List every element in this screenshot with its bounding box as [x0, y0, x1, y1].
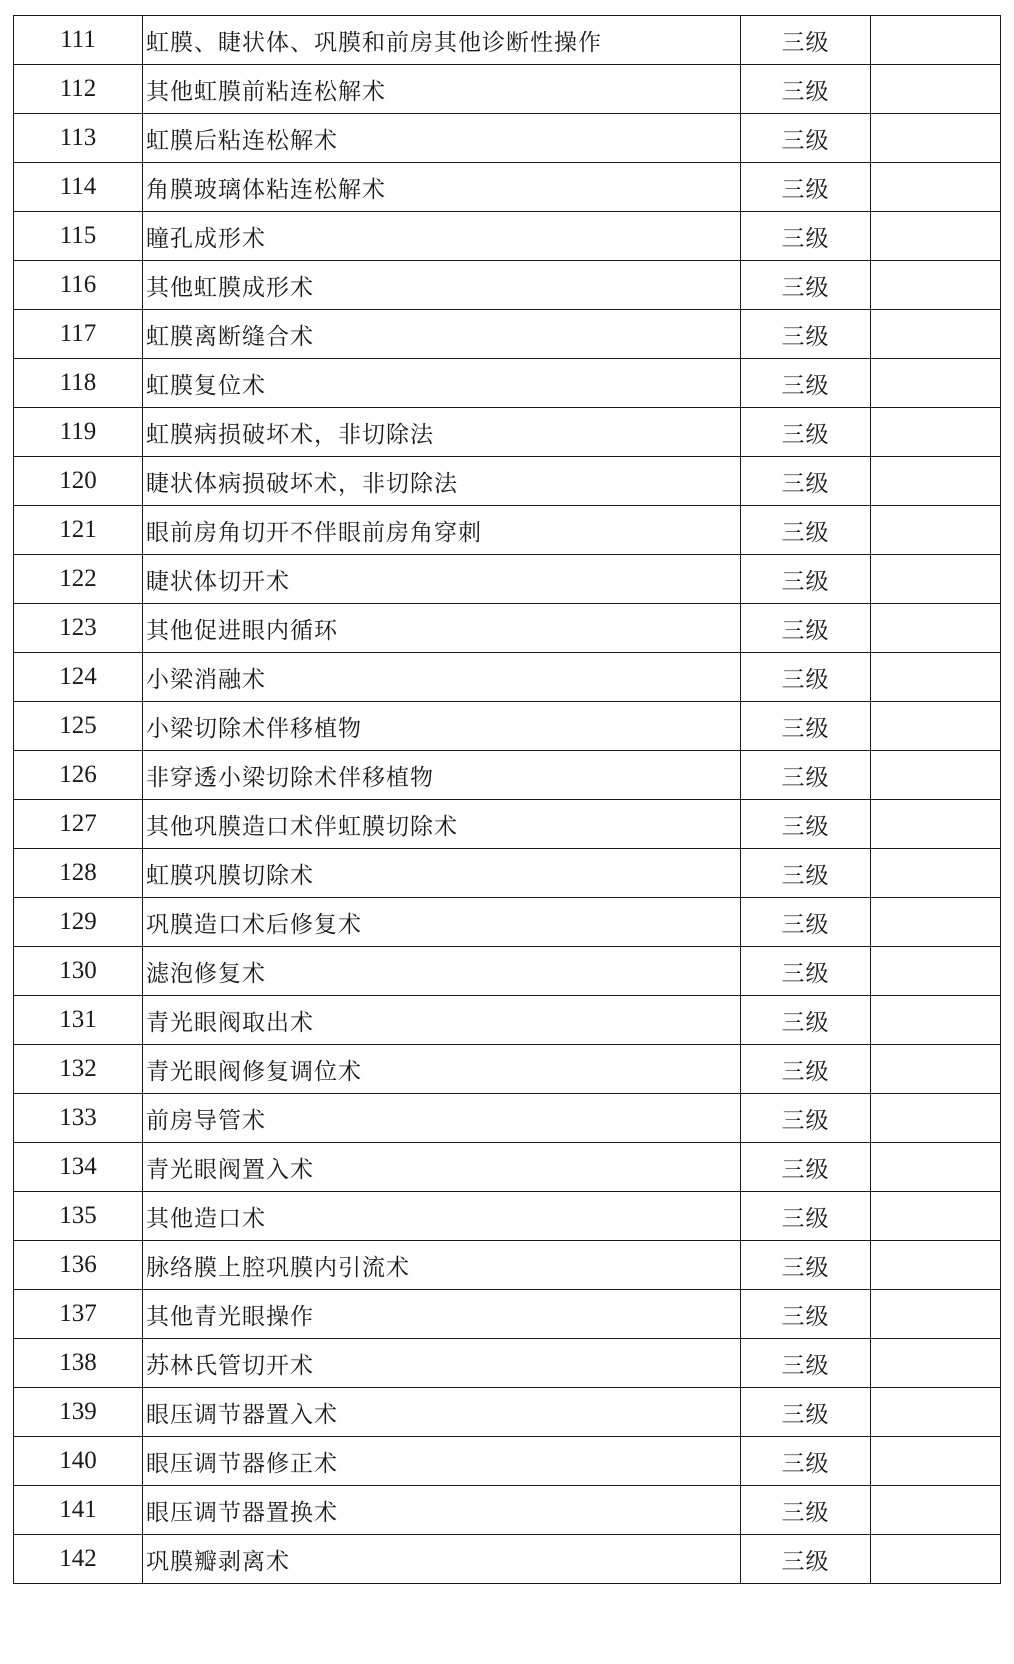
row-note	[871, 1241, 1001, 1290]
surgery-level: 三级	[741, 261, 871, 310]
surgery-level: 三级	[741, 702, 871, 751]
row-note	[871, 604, 1001, 653]
table-row	[14, 359, 1001, 408]
procedure-table	[13, 15, 1001, 1584]
row-number: 116	[14, 261, 143, 310]
row-note	[871, 996, 1001, 1045]
row-number: 132	[14, 1045, 143, 1094]
procedure-name: 巩膜造口术后修复术	[143, 898, 741, 947]
row-note	[871, 457, 1001, 506]
row-note	[871, 1094, 1001, 1143]
procedure-name: 前房导管术	[143, 1094, 741, 1143]
row-number: 119	[14, 408, 143, 457]
surgery-level: 三级	[741, 1437, 871, 1486]
table-row	[14, 16, 1001, 65]
row-note	[871, 800, 1001, 849]
procedure-name: 眼前房角切开不伴眼前房角穿刺	[143, 506, 741, 555]
table-row	[14, 310, 1001, 359]
row-note	[871, 408, 1001, 457]
surgery-level: 三级	[741, 1388, 871, 1437]
table-row	[14, 506, 1001, 555]
row-number: 129	[14, 898, 143, 947]
surgery-level: 三级	[741, 114, 871, 163]
surgery-level: 三级	[741, 1241, 871, 1290]
row-number: 130	[14, 947, 143, 996]
procedure-table-body	[14, 16, 1001, 1584]
procedure-name: 非穿透小梁切除术伴移植物	[143, 751, 741, 800]
row-note	[871, 1143, 1001, 1192]
procedure-name: 虹膜、睫状体、巩膜和前房其他诊断性操作	[143, 16, 741, 65]
row-number: 112	[14, 65, 143, 114]
surgery-level: 三级	[741, 457, 871, 506]
row-number: 121	[14, 506, 143, 555]
row-number: 131	[14, 996, 143, 1045]
table-row	[14, 604, 1001, 653]
surgery-level: 三级	[741, 506, 871, 555]
table-row	[14, 1486, 1001, 1535]
row-number: 138	[14, 1339, 143, 1388]
table-row	[14, 702, 1001, 751]
row-note	[871, 16, 1001, 65]
row-note	[871, 702, 1001, 751]
procedure-name: 眼压调节器置入术	[143, 1388, 741, 1437]
row-note	[871, 1388, 1001, 1437]
row-note	[871, 849, 1001, 898]
row-note	[871, 1045, 1001, 1094]
row-number: 140	[14, 1437, 143, 1486]
row-number: 123	[14, 604, 143, 653]
surgery-level: 三级	[741, 408, 871, 457]
row-note	[871, 898, 1001, 947]
row-number: 124	[14, 653, 143, 702]
surgery-level: 三级	[741, 849, 871, 898]
row-number: 128	[14, 849, 143, 898]
surgery-level: 三级	[741, 653, 871, 702]
row-number: 117	[14, 310, 143, 359]
surgery-level: 三级	[741, 555, 871, 604]
surgery-level: 三级	[741, 359, 871, 408]
procedure-name: 其他巩膜造口术伴虹膜切除术	[143, 800, 741, 849]
row-note	[871, 212, 1001, 261]
row-number: 142	[14, 1535, 143, 1584]
row-number: 133	[14, 1094, 143, 1143]
table-row	[14, 1241, 1001, 1290]
table-row	[14, 1535, 1001, 1584]
table-row	[14, 1143, 1001, 1192]
table-row	[14, 1388, 1001, 1437]
row-number: 136	[14, 1241, 143, 1290]
procedure-name: 睫状体切开术	[143, 555, 741, 604]
row-note	[871, 1535, 1001, 1584]
procedure-name: 其他造口术	[143, 1192, 741, 1241]
row-note	[871, 310, 1001, 359]
row-number: 127	[14, 800, 143, 849]
table-row	[14, 947, 1001, 996]
row-number: 115	[14, 212, 143, 261]
row-note	[871, 751, 1001, 800]
surgery-level: 三级	[741, 1339, 871, 1388]
procedure-name: 巩膜瓣剥离术	[143, 1535, 741, 1584]
surgery-level: 三级	[741, 65, 871, 114]
procedure-name: 小梁消融术	[143, 653, 741, 702]
surgery-level: 三级	[741, 212, 871, 261]
row-note	[871, 653, 1001, 702]
table-row	[14, 457, 1001, 506]
procedure-name: 其他促进眼内循环	[143, 604, 741, 653]
table-row	[14, 1437, 1001, 1486]
row-note	[871, 1486, 1001, 1535]
table-row	[14, 1094, 1001, 1143]
table-row	[14, 1339, 1001, 1388]
table-row	[14, 898, 1001, 947]
procedure-name: 青光眼阀修复调位术	[143, 1045, 741, 1094]
row-number: 141	[14, 1486, 143, 1535]
table-row	[14, 163, 1001, 212]
procedure-name: 小梁切除术伴移植物	[143, 702, 741, 751]
procedure-table-container	[13, 15, 1000, 1584]
procedure-name: 脉络膜上腔巩膜内引流术	[143, 1241, 741, 1290]
row-number: 134	[14, 1143, 143, 1192]
surgery-level: 三级	[741, 898, 871, 947]
row-note	[871, 359, 1001, 408]
procedure-name: 瞳孔成形术	[143, 212, 741, 261]
procedure-name: 虹膜后粘连松解术	[143, 114, 741, 163]
row-number: 137	[14, 1290, 143, 1339]
procedure-name: 眼压调节器修正术	[143, 1437, 741, 1486]
procedure-name: 滤泡修复术	[143, 947, 741, 996]
row-note	[871, 261, 1001, 310]
surgery-level: 三级	[741, 1290, 871, 1339]
row-note	[871, 1339, 1001, 1388]
row-note	[871, 947, 1001, 996]
table-row	[14, 1045, 1001, 1094]
surgery-level: 三级	[741, 751, 871, 800]
procedure-name: 虹膜离断缝合术	[143, 310, 741, 359]
surgery-level: 三级	[741, 1486, 871, 1535]
surgery-level: 三级	[741, 163, 871, 212]
surgery-level: 三级	[741, 310, 871, 359]
row-note	[871, 1290, 1001, 1339]
table-row	[14, 65, 1001, 114]
surgery-level: 三级	[741, 947, 871, 996]
surgery-level: 三级	[741, 800, 871, 849]
procedure-name: 苏林氏管切开术	[143, 1339, 741, 1388]
row-note	[871, 1437, 1001, 1486]
table-row	[14, 555, 1001, 604]
procedure-name: 眼压调节器置换术	[143, 1486, 741, 1535]
procedure-name: 睫状体病损破坏术，非切除法	[143, 457, 741, 506]
procedure-name: 虹膜巩膜切除术	[143, 849, 741, 898]
surgery-level: 三级	[741, 996, 871, 1045]
table-row	[14, 800, 1001, 849]
row-number: 122	[14, 555, 143, 604]
surgery-level: 三级	[741, 1192, 871, 1241]
procedure-name: 青光眼阀取出术	[143, 996, 741, 1045]
procedure-name: 其他虹膜前粘连松解术	[143, 65, 741, 114]
row-note	[871, 65, 1001, 114]
procedure-name: 角膜玻璃体粘连松解术	[143, 163, 741, 212]
row-note	[871, 163, 1001, 212]
table-row	[14, 996, 1001, 1045]
row-note	[871, 506, 1001, 555]
surgery-level: 三级	[741, 1094, 871, 1143]
row-number: 139	[14, 1388, 143, 1437]
row-number: 135	[14, 1192, 143, 1241]
row-note	[871, 1192, 1001, 1241]
table-row	[14, 114, 1001, 163]
row-number: 111	[14, 16, 143, 65]
procedure-name: 虹膜复位术	[143, 359, 741, 408]
surgery-level: 三级	[741, 1535, 871, 1584]
row-number: 126	[14, 751, 143, 800]
table-row	[14, 751, 1001, 800]
row-note	[871, 114, 1001, 163]
procedure-name: 其他虹膜成形术	[143, 261, 741, 310]
table-row	[14, 653, 1001, 702]
procedure-name: 虹膜病损破坏术，非切除法	[143, 408, 741, 457]
row-number: 120	[14, 457, 143, 506]
table-row	[14, 1290, 1001, 1339]
table-row	[14, 849, 1001, 898]
procedure-name: 青光眼阀置入术	[143, 1143, 741, 1192]
table-row	[14, 408, 1001, 457]
table-row	[14, 1192, 1001, 1241]
row-number: 113	[14, 114, 143, 163]
row-number: 125	[14, 702, 143, 751]
procedure-name: 其他青光眼操作	[143, 1290, 741, 1339]
row-note	[871, 555, 1001, 604]
surgery-level: 三级	[741, 16, 871, 65]
surgery-level: 三级	[741, 1045, 871, 1094]
surgery-level: 三级	[741, 604, 871, 653]
table-row	[14, 212, 1001, 261]
surgery-level: 三级	[741, 1143, 871, 1192]
row-number: 118	[14, 359, 143, 408]
row-number: 114	[14, 163, 143, 212]
table-row	[14, 261, 1001, 310]
